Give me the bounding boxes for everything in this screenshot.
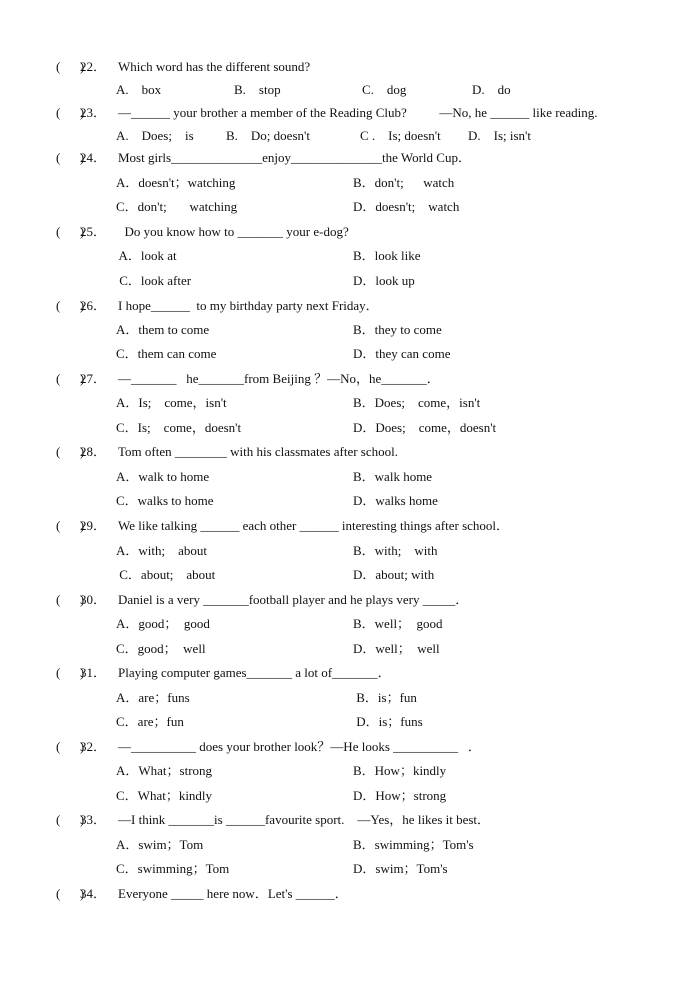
option-b[interactable]: B．Does; come，isn't: [353, 395, 481, 410]
option-c[interactable]: C . Is; doesn't: [360, 128, 441, 143]
option-a[interactable]: A．with; about: [116, 543, 207, 558]
question-stem: I hope______ to my birthday party next Friday．: [118, 298, 379, 313]
option-b[interactable]: B．look like: [353, 248, 421, 263]
question-number: 29．: [80, 518, 107, 533]
question-row: [0, 222, 695, 242]
option-c[interactable]: C．look after: [116, 273, 192, 288]
question-stem: Everyone _____ here now．Let's ______．: [118, 886, 348, 901]
option-b[interactable]: B．swimming；Tom's: [353, 837, 474, 852]
option-a[interactable]: A．them to come: [116, 322, 210, 337]
option-row: [0, 126, 695, 146]
question-stem: Most girls______________enjoy______________the World Cup．: [118, 150, 471, 165]
answer-blank[interactable]: ( ): [56, 59, 85, 74]
option-a[interactable]: A．walk to home: [116, 469, 210, 484]
option-d[interactable]: D．they can come: [353, 346, 451, 361]
option-row: [0, 859, 695, 879]
option-row: [0, 246, 695, 266]
question-stem: Which word has the different sound?: [118, 59, 311, 74]
question-stem: —______ your brother a member of the Reading Club? —No, he ______ like reading.: [118, 105, 598, 120]
option-row: [0, 173, 695, 193]
question-row: [0, 442, 695, 462]
option-c[interactable]: C．don't; watching: [116, 199, 238, 214]
option-row: [0, 418, 695, 438]
option-a[interactable]: A．good； good: [116, 616, 210, 631]
option-c[interactable]: C．are；fun: [116, 714, 184, 729]
option-c[interactable]: C．Is; come，doesn't: [116, 420, 242, 435]
option-a[interactable]: A．are；funs: [116, 690, 190, 705]
question-number: 25．: [80, 224, 107, 239]
option-b[interactable]: B．is；fun: [353, 690, 417, 705]
option-row: [0, 712, 695, 732]
option-c[interactable]: C．about; about: [116, 567, 216, 582]
option-c[interactable]: C．them can come: [116, 346, 217, 361]
question-number: 31．: [80, 665, 107, 680]
option-c[interactable]: C．good； well: [116, 641, 206, 656]
option-b[interactable]: B．don't; watch: [353, 175, 455, 190]
option-b[interactable]: B．they to come: [353, 322, 442, 337]
question-number: 26．: [80, 298, 107, 313]
option-row: [0, 197, 695, 217]
question-number: 30．: [80, 592, 107, 607]
option-b[interactable]: B. stop: [234, 82, 281, 97]
answer-blank[interactable]: ( ): [56, 739, 85, 754]
option-d[interactable]: D. do: [472, 82, 511, 97]
option-d[interactable]: D．look up: [353, 273, 415, 288]
option-b[interactable]: B．well； good: [353, 616, 443, 631]
option-row: [0, 541, 695, 561]
option-row: [0, 491, 695, 511]
option-d[interactable]: D．well； well: [353, 641, 440, 656]
question-row: [0, 148, 695, 168]
question-row: [0, 663, 695, 683]
question-row: [0, 57, 695, 77]
question-stem: We like talking ______ each other ______ interesting things after school．: [118, 518, 510, 533]
question-number: 34．: [80, 886, 107, 901]
option-row: [0, 614, 695, 634]
question-number: 24．: [80, 150, 107, 165]
answer-blank[interactable]: ( ): [56, 444, 85, 459]
question-stem: Tom often ________ with his classmates after school.: [118, 444, 398, 459]
answer-blank[interactable]: ( ): [56, 886, 85, 901]
option-a[interactable]: A．swim；Tom: [116, 837, 204, 852]
option-c[interactable]: C．walks to home: [116, 493, 214, 508]
option-row: [0, 467, 695, 487]
option-c[interactable]: C. dog: [362, 82, 407, 97]
question-stem: Playing computer games_______ a lot of_______．: [118, 665, 391, 680]
option-c[interactable]: C．swimming；Tom: [116, 861, 230, 876]
option-a[interactable]: A．look at: [116, 248, 177, 263]
option-a[interactable]: A．What；strong: [116, 763, 213, 778]
question-number: 32．: [80, 739, 107, 754]
question-stem: —__________ does your brother look？—He looks __________ ．: [118, 739, 481, 754]
option-row: [0, 344, 695, 364]
question-row: [0, 810, 695, 830]
answer-blank[interactable]: ( ): [56, 150, 85, 165]
question-row: [0, 103, 695, 123]
option-b[interactable]: B．walk home: [353, 469, 433, 484]
option-d[interactable]: D．swim；Tom's: [353, 861, 448, 876]
question-number: 28．: [80, 444, 107, 459]
option-c[interactable]: C．What；kindly: [116, 788, 213, 803]
question-number: 27．: [80, 371, 107, 386]
option-row: [0, 80, 695, 100]
answer-blank[interactable]: ( ): [56, 812, 85, 827]
option-row: [0, 393, 695, 413]
answer-blank[interactable]: ( ): [56, 665, 85, 680]
option-row: [0, 271, 695, 291]
option-a[interactable]: A．doesn't；watching: [116, 175, 236, 190]
question-stem: —I think _______is ______favourite sport. —Yes，he likes it best．: [118, 812, 491, 827]
option-a[interactable]: A. box: [116, 82, 162, 97]
answer-blank[interactable]: ( ): [56, 592, 85, 607]
question-number: 22．: [80, 59, 107, 74]
option-row: [0, 639, 695, 659]
answer-blank[interactable]: ( ): [56, 518, 85, 533]
answer-blank[interactable]: ( ): [56, 298, 85, 313]
option-a[interactable]: A．Is; come，isn't: [116, 395, 227, 410]
option-a[interactable]: A. Does; is: [116, 128, 194, 143]
option-d[interactable]: D．Does; come，doesn't: [353, 420, 497, 435]
option-b[interactable]: B. Do; doesn't: [226, 128, 310, 143]
question-row: [0, 590, 695, 610]
question-stem: Daniel is a very _______football player and he plays very _____．: [118, 592, 469, 607]
question-number: 33．: [80, 812, 107, 827]
option-d[interactable]: D．walks home: [353, 493, 438, 508]
question-row: [0, 516, 695, 536]
answer-blank[interactable]: ( ): [56, 105, 85, 120]
answer-blank[interactable]: ( ): [56, 371, 85, 386]
question-stem: —_______ he_______from Beijing ？—No，he_______．: [118, 371, 440, 386]
option-d[interactable]: D．How；strong: [353, 788, 447, 803]
option-row: [0, 565, 695, 585]
option-row: [0, 688, 695, 708]
question-number: 23．: [80, 105, 107, 120]
option-d[interactable]: D．is；funs: [353, 714, 423, 729]
option-b[interactable]: B．How；kindly: [353, 763, 447, 778]
question-stem: Do you know how to _______ your e-dog?: [118, 224, 349, 239]
option-b[interactable]: B．with; with: [353, 543, 438, 558]
answer-blank[interactable]: ( ): [56, 224, 85, 239]
question-row: [0, 369, 695, 389]
question-row: [0, 737, 695, 757]
option-d[interactable]: D. Is; isn't: [468, 128, 532, 143]
option-d[interactable]: D．about; with: [353, 567, 435, 582]
option-row: [0, 786, 695, 806]
option-row: [0, 835, 695, 855]
option-row: [0, 320, 695, 340]
question-row: [0, 884, 695, 904]
option-row: [0, 761, 695, 781]
option-d[interactable]: D．doesn't; watch: [353, 199, 460, 214]
question-row: [0, 296, 695, 316]
